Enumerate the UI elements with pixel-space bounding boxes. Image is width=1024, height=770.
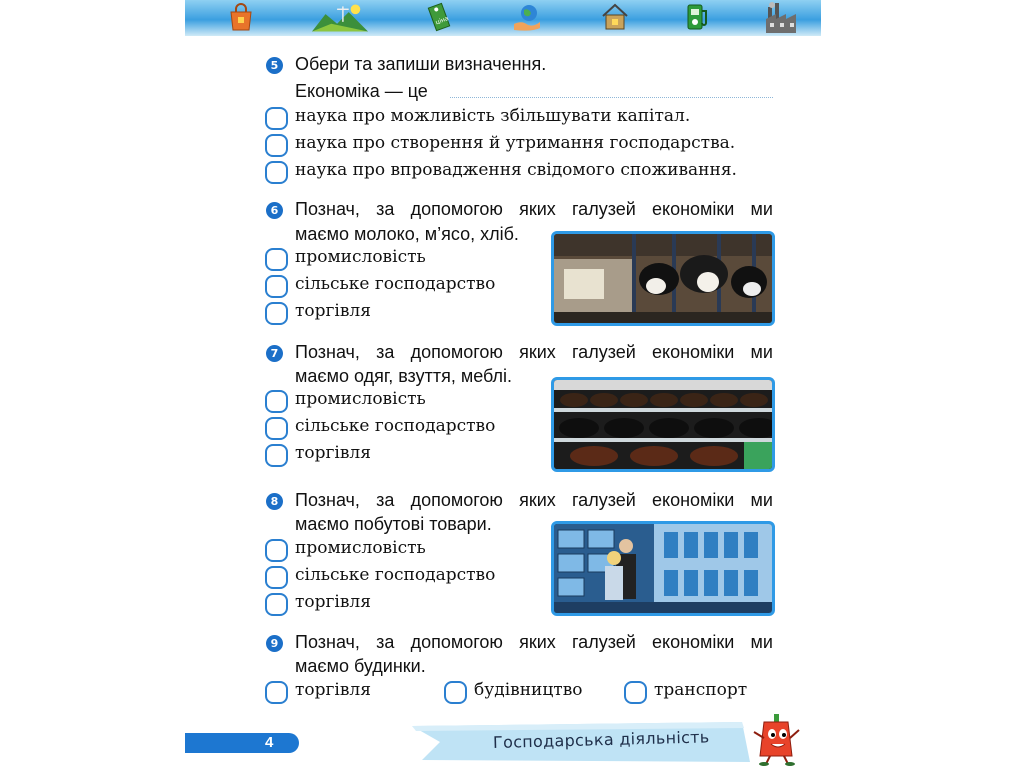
page-number-bar [185,733,299,753]
q5-option-3-label: наука про впровадження свідомого споживання. [295,160,737,180]
q7-option-1-label: промисловість [295,389,426,409]
appliance-store-photo [551,521,775,616]
q5-option-1-checkbox[interactable] [265,107,288,130]
q8-option-3-label: торгівля [295,592,371,612]
q6-option-3-label: торгівля [295,301,371,321]
q8-option-2-label: сільське господарство [295,565,496,585]
q5-option-1-label: наука про можливість збільшувати капітал. [295,106,691,126]
shopping-bag-icon [226,2,256,32]
q6-option-2-label: сільське господарство [295,274,496,294]
q6-option-2-checkbox[interactable] [265,275,288,298]
q9-prompt-line-2: маємо будинки. [295,656,426,676]
section-title: Господарська діяльність [492,727,710,753]
q8-option-1-checkbox[interactable] [265,539,288,562]
q5-answer-line[interactable] [450,97,773,98]
q8-prompt-line-1: Познач, за допомогою яких галузей економіки ми [295,490,773,510]
house-icon [600,2,630,32]
q6-prompt-line-2: маємо молоко, м’ясо, хліб. [295,224,519,244]
q8-option-2-checkbox[interactable] [265,566,288,589]
q7-option-3-label: торгівля [295,443,371,463]
q5-lead: Економіка — це [295,81,428,101]
q7-option-2-checkbox[interactable] [265,417,288,440]
q9-option-2-label: будівництво [474,680,583,700]
q5-prompt: Обери та запиши визначення. [295,54,547,74]
factory-icon [764,2,804,32]
cows-barn-photo [551,231,775,326]
q6-prompt-line-1: Познач, за допомогою яких галузей економіки ми [295,199,773,219]
q7-option-2-label: сільське господарство [295,416,496,436]
q7-prompt-line-2: маємо одяг, взуття, меблі. [295,366,513,386]
q8-option-1-label: промисловість [295,538,426,558]
q5-option-3-checkbox[interactable] [265,161,288,184]
shoes-shelf-photo [551,377,775,472]
question-number-7: 7 [266,345,283,362]
q7-option-3-checkbox[interactable] [265,444,288,467]
question-number-5: 5 [266,57,283,74]
q9-option-1-label: торгівля [295,680,371,700]
price-tag-text: ціна [434,15,450,27]
question-number-9: 9 [266,635,283,652]
q7-prompt-line-1: Познач, за допомогою яких галузей економіки ми [295,342,773,362]
question-number-8: 8 [266,493,283,510]
q9-option-3-checkbox[interactable] [624,681,647,704]
q6-option-1-label: промисловість [295,247,426,267]
q8-prompt-line-2: маємо побутові товари. [295,514,492,534]
q7-option-1-checkbox[interactable] [265,390,288,413]
price-tag-icon [424,2,454,32]
q5-option-2-label: наука про створення й утримання господарства. [295,133,736,153]
q8-option-3-checkbox[interactable] [265,593,288,616]
page-number: 4 [265,734,274,751]
q9-prompt-line-1: Познач, за допомогою яких галузей економіки ми [295,632,773,652]
q6-option-1-checkbox[interactable] [265,248,288,271]
hand-globe-icon [512,2,542,32]
mascot-icon [752,712,802,766]
farm-field-icon [312,2,368,32]
q9-option-3-label: транспорт [654,680,748,700]
top-banner [185,0,821,36]
q9-option-2-checkbox[interactable] [444,681,467,704]
q9-option-1-checkbox[interactable] [265,681,288,704]
question-number-6: 6 [266,202,283,219]
q6-option-3-checkbox[interactable] [265,302,288,325]
q5-option-2-checkbox[interactable] [265,134,288,157]
fuel-pump-icon [682,2,712,32]
